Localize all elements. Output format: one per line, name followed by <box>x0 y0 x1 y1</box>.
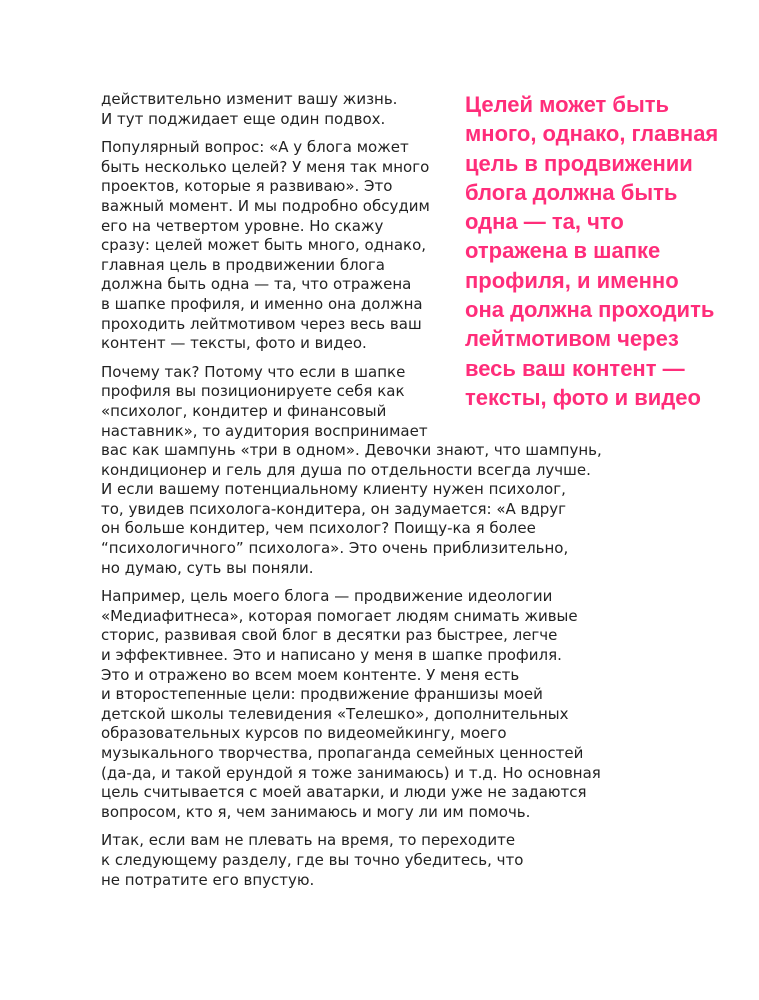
paragraph-1 <box>101 90 606 129</box>
body-text <box>101 90 606 899</box>
text-line: главная цель в продвижении блога <box>101 255 385 274</box>
text-line: он больше кондитер, чем психолог? Поищу-ка я более <box>101 519 536 538</box>
pull-quote-line: блога должна быть <box>465 179 678 205</box>
text-line: «Медиафитнеса», которая помогает людям снимать живые <box>101 606 578 625</box>
paragraph-5 <box>101 831 606 890</box>
text-line: сразу: целей может быть много, однако, <box>101 236 427 255</box>
text-line: но думаю, суть вы поняли. <box>101 558 314 577</box>
text-line: “психологичного” психолога». Это очень приблизительно, <box>101 539 569 558</box>
text-line: детской школы телевидения «Телешко», дополнительных <box>101 704 569 723</box>
text-line: в шапке профиля, и именно она должна <box>101 294 423 313</box>
text-line: наставник», то аудитория воспринимает <box>101 421 428 440</box>
text-line: и второстепенные цели: продвижение франшизы моей <box>101 685 543 704</box>
text-line: проектов, которые я развиваю». Это <box>101 177 393 196</box>
paragraph-2 <box>101 138 606 354</box>
text-line: контент — тексты, фото и видео. <box>101 334 367 353</box>
text-line: действительно изменит вашу жизнь. <box>101 90 398 108</box>
pull-quote-line: лейтмотивом через <box>465 326 679 352</box>
pull-quote-line: она должна проходить <box>465 297 715 323</box>
text-line: быть несколько целей? У меня так много <box>101 157 430 176</box>
pull-quote-line: одна — та, что <box>465 209 624 235</box>
text-line: вас как шампунь «три в одном». Девочки знают, что шампунь, <box>101 441 602 460</box>
text-line: кондиционер и гель для душа по отдельности всегда лучше. <box>101 460 591 479</box>
text-line: проходить лейтмотивом через весь ваш <box>101 314 422 333</box>
text-line: образовательных курсов по видеомейкингу, моего <box>101 724 507 743</box>
text-line: Это и отражено во всем моем контенте. У меня есть <box>101 665 520 684</box>
pull-quote-line: тексты, фото и видео <box>465 384 701 410</box>
text-line: Например, цель моего блога — продвижение идеологии <box>101 587 553 606</box>
pull-quote-line: отражена в шапке <box>465 238 661 264</box>
pull-quote-line: цель в продвижении <box>465 150 693 176</box>
text-line: «психолог, кондитер и финансовый <box>101 401 387 420</box>
text-line: его на четвертом уровне. Но скажу <box>101 216 384 235</box>
text-line: (да-да, и такой ерундой я тоже занимаюсь) и т.д. Но основная <box>101 763 601 782</box>
pull-quote-line: весь ваш контент — <box>465 355 685 381</box>
text-line: должна быть одна — та, что отражена <box>101 275 412 294</box>
paragraph-4 <box>101 587 606 822</box>
text-line: цель считывается с моей аватарки, и люди уже не задаются <box>101 783 587 802</box>
text-line: то, увидев психолога-кондитера, он задумается: «А вдруг <box>101 499 567 518</box>
text-line: И если вашему потенциальному клиенту нужен психолог, <box>101 480 566 499</box>
text-line: и эффективнее. Это и написано у меня в шапке профиля. <box>101 646 562 665</box>
text-line: вопросом, кто я, чем занимаюсь и могу ли им помочь. <box>101 802 531 821</box>
text-line: музыкального творчества, пропаганда семейных ценностей <box>101 744 584 762</box>
text-line: И тут поджидает еще один подвох. <box>101 109 386 128</box>
pull-quote-line: Целей может быть <box>465 92 670 117</box>
text-line: Популярный вопрос: «А у блога может <box>101 138 409 157</box>
text-line: профиля вы позиционируете себя как <box>101 382 405 401</box>
pull-quote-line: профиля, и именно <box>465 267 679 293</box>
text-line: сторис, развивая свой блог в десятки раз быстрее, легче <box>101 626 558 645</box>
paragraph-3 <box>101 363 606 579</box>
text-line: Итак, если вам не плевать на время, то переходите <box>101 831 516 850</box>
text-line: к следующему разделу, где вы точно убедитесь, что <box>101 850 524 869</box>
text-line: важный момент. И мы подробно обсудим <box>101 196 430 215</box>
text-line: не потратите его впустую. <box>101 870 315 889</box>
pull-quote-line: много, однако, главная <box>465 121 719 147</box>
text-line: Почему так? Потому что если в шапке <box>101 362 406 381</box>
